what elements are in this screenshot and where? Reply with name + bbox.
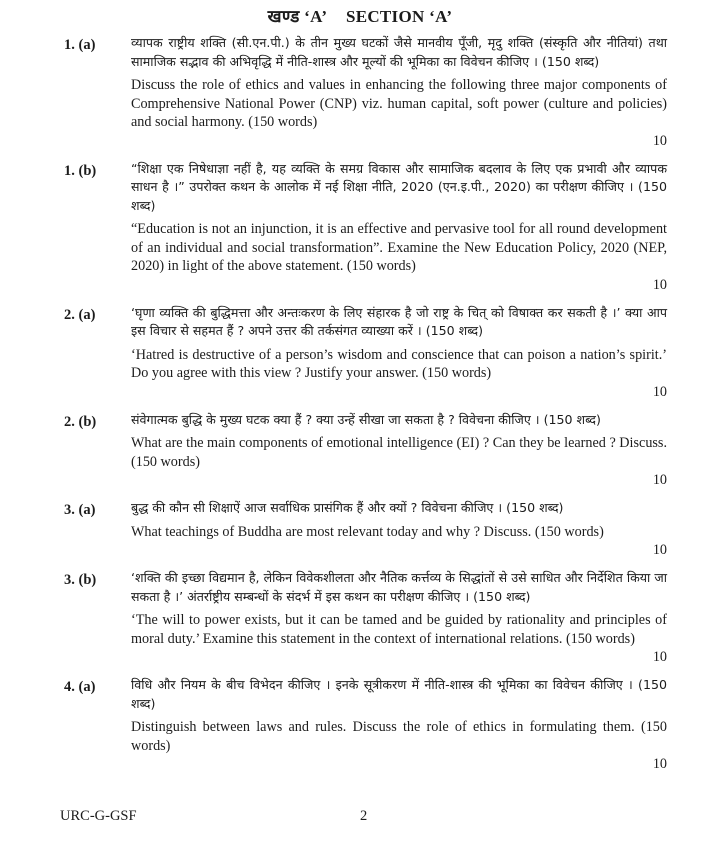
question-text-english: ‘The will to power exists, but it can be tamed and be guided by rationality and principles of moral duty.’ Examine this statement in the context of international relations. (150 words) [131,612,667,647]
section-title-english: SECTION ‘A’ [345,7,453,26]
question-list [0,34,720,783]
question-marks: 10 [652,756,667,772]
page-number: 2 [360,808,368,824]
question-text-english: “Education is not an injunction, it is an effective and pervasive tool for all round development of an individual and social transformation”. Examine the New Education Policy, 2020 (NEP, 2020) in light of the above statement. (150 words) [131,221,667,274]
question-text-hindi: संवेगात्मक बुद्धि के मुख्य घटक क्या हैं ? क्या उन्हें सीखा जा सकता है ? विवेचना कीजिए । (150 शब्द) [131,411,601,427]
question-marks: 10 [652,132,667,149]
question-number: 4. (a) [64,679,96,695]
question-marks: 10 [652,472,667,488]
question-1a [0,34,720,150]
question-number: 3. (b) [64,572,97,588]
question-number: 3. (a) [64,502,96,518]
question-text-english: ‘Hatred is destructive of a person’s wisdom and conscience that can poison a nation’s spirit.’ Do you agree with this view ? Justify your answer. (150 words) [131,346,667,381]
question-text-english: Discuss the role of ethics and values in enhancing the following three major components of Comprehensive National Power (CNP) viz. human capital, soft power (culture and policies) and social harmony. (150 words) [131,77,667,130]
question-3b [0,569,720,666]
question-text-hindi: ‘शक्ति की इच्छा विद्यमान है, लेकिन विवेकशीलता और नैतिक कर्त्तव्य के सिद्धांतों से उसे साधित और निर्देशित किया जा सकता है ।’ अंतर्राष्ट्रीय सम्बन्धों के संदर्भ में इस कथन का परीक्षण कीजिए । (150 शब्द) [131,570,667,604]
question-marks: 10 [652,649,667,665]
question-number: 1. (b) [64,162,97,179]
question-3a [0,499,720,559]
question-number: 2. (a) [64,306,96,323]
question-text-hindi: ‘घृणा व्यक्ति की बुद्धिमत्ता और अन्तःकरण के लिए संहारक है जो राष्ट्र के चित् को विषाक्त कर सकती है ।’ क्या आप इस विचार से सहमत हैं ? अपने उत्तर की तर्कसंगत व्याख्या करें । (150 शब्द) [131,304,667,338]
question-text-english: What are the main components of emotional intelligence (EI) ? Can they be learned ? Discuss. (150 words) [131,435,667,470]
question-1b [0,160,720,294]
section-title-hindi: खण्ड ‘A’ [267,7,328,26]
question-marks: 10 [652,276,667,293]
section-heading [0,4,720,27]
question-4a [0,676,720,773]
question-number: 1. (a) [64,37,96,53]
question-text-english: Distinguish between laws and rules. Discuss the role of ethics in formulating them. (150 words) [131,719,667,754]
question-text-english: What teachings of Buddha are most relevant today and why ? Discuss. (150 words) [131,523,604,540]
question-2a [0,304,720,401]
paper-code: URC-G-GSF [60,808,137,824]
question-marks: 10 [652,383,667,400]
question-text-hindi: विधि और नियम के बीच विभेदन कीजिए । इनके सूत्रीकरण में नीति-शास्त्र की भूमिका का विवेचन कीजिए । (150 शब्द) [131,677,667,711]
question-number: 2. (b) [64,413,97,430]
question-marks: 10 [652,542,667,558]
question-text-hindi: बुद्ध की कौन सी शिक्षाऐं आज सर्वाधिक प्रासंगिक हैं और क्यों ? विवेचना कीजिए । (150 शब्द) [131,500,564,515]
question-2b [0,411,720,490]
question-text-hindi: व्यापक राष्ट्रीय शक्ति (सी.एन.पी.) के तीन मुख्य घटकों जैसे मानवीय पूँजी, मृदु शक्ति (संस्कृति और नीतियां) तथा सामाजिक सद्भाव की अभिवृद्धि में नीति-शास्त्र और मूल्यों की भूमिका का विवेचन कीजिए । (150 शब्द) [131,35,667,69]
question-text-hindi: “शिक्षा एक निषेधाज्ञा नहीं है, यह व्यक्ति के समग्र विकास और सामाजिक बदलाव के लिए एक प्रभावी और व्यापक साधन है ।” उपरोक्त कथन के आलोक में नई शिक्षा नीति, 2020 (एन.इ.पी., 2020) का परीक्षण कीजिए । (150 शब्द) [131,160,667,213]
